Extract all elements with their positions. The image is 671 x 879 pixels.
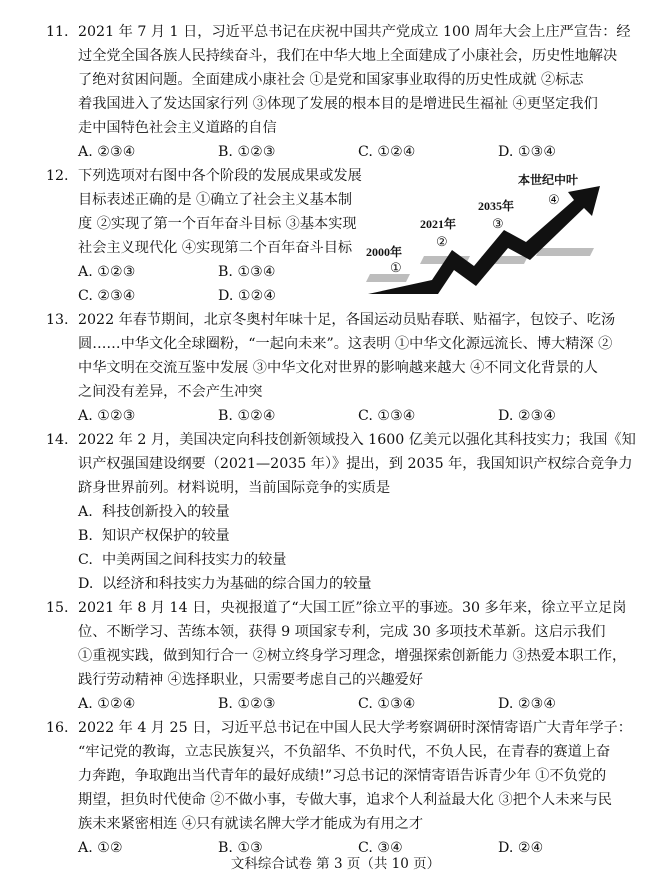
answer-options	[78, 140, 646, 164]
stem-line: 位、不断学习、苦练本领，获得 9 项国家专利，完成 30 多项技术革新。这启示我们	[78, 624, 606, 640]
option-c[interactable]: C. ①③④	[358, 408, 416, 424]
question-number: 16.	[46, 720, 69, 736]
question-stem	[78, 164, 378, 260]
option-a[interactable]: A. ①②	[78, 840, 123, 856]
stem-line: 过全党全国各族人民持续奋斗，我们在中华大地上全面建成了小康社会，历史性地解决	[78, 48, 618, 64]
stem-line: 社会主义现代化 ④实现第二个百年奋斗目标	[78, 240, 353, 256]
stem-line: 了绝对贫困问题。全面建成小康社会 ①是党和国家事业取得的历史性成就 ②标志	[78, 72, 584, 88]
option-b[interactable]	[78, 524, 646, 548]
question-stem	[78, 20, 646, 140]
stem-line: 2021 年 7 月 1 日，习近平总书记在庆祝中国共产党成立 100 周年大会上庄严宣告：经	[78, 24, 631, 40]
marker-1: ①	[390, 261, 402, 276]
option-label: B.	[78, 528, 93, 544]
option-label: A.	[78, 504, 93, 520]
option-c[interactable]	[78, 548, 646, 572]
marker-2: ②	[436, 235, 448, 250]
option-label: D.	[78, 576, 94, 592]
marker-3: ③	[492, 217, 504, 232]
answer-options	[78, 284, 378, 308]
option-b[interactable]: B. ①②③	[218, 144, 276, 160]
question-stem	[78, 716, 646, 836]
stem-line: 族未来紧密相连 ④只有就读名牌大学才能成为有用之才	[78, 816, 424, 832]
question-stem	[78, 308, 646, 404]
option-c[interactable]: C. ③④	[358, 840, 403, 856]
option-d[interactable]: D. ①②④	[218, 288, 277, 304]
option-c[interactable]: C. ①②④	[358, 144, 416, 160]
label-2021: 2021年	[420, 217, 457, 231]
option-b[interactable]: B. ①③④	[218, 264, 276, 280]
question-number: 11.	[46, 24, 69, 40]
option-d[interactable]	[78, 572, 646, 596]
label-mid-century: 本世纪中叶	[518, 173, 579, 187]
question-number: 13.	[46, 312, 69, 328]
stem-line: 目标表述正确的是 ①确立了社会主义基本制	[78, 192, 353, 208]
option-d[interactable]: D. ①③④	[498, 144, 557, 160]
question-14	[46, 428, 646, 596]
answer-options	[78, 260, 378, 284]
stem-line: 2021 年 8 月 14 日，央视报道了“大国工匠”徐立平的事迹。30 多年来，徐立平立足岗	[78, 600, 627, 616]
stem-line: 走中国特色社会主义道路的自信	[78, 120, 277, 136]
option-d[interactable]: D. ②③④	[498, 408, 557, 424]
stem-line: 2022 年春节期间，北京冬奥村年味十足，各国运动员贴春联、贴福字，包饺子、吃汤	[78, 312, 616, 328]
option-text: 中美两国之间科技实力的较量	[102, 552, 287, 568]
page-footer: 文科综合试卷 第 3 页（共 10 页）	[230, 856, 441, 872]
option-b[interactable]: B. ①③	[218, 840, 263, 856]
stem-line: 践行劳动精神 ④选择职业，只需要考虑自己的兴趣爱好	[78, 672, 424, 688]
marker-4: ④	[548, 193, 560, 208]
stem-line: 下列选项对右图中各个阶段的发展成果或发展	[78, 168, 362, 184]
stem-line: 中华文明在交流互鉴中发展 ③中华文化对世界的影响越来越大 ④不同文化背景的人	[78, 360, 598, 376]
stem-line: 着我国进入了发达国家行列 ③体现了发展的根本目的是增进民生福祉 ④更坚定我们	[78, 96, 598, 112]
stem-line: 圆……中华文化全球圈粉，“一起向未来”。这表明 ①中华文化源远流长、博大精深 ②	[78, 336, 613, 352]
step-1	[366, 274, 410, 282]
label-2035: 2035年	[478, 199, 515, 213]
stem-line: ①重视实践，做到知行合一 ②树立终身学习理念，增强探索创新能力 ③热爱本职工作，	[78, 648, 627, 664]
option-text: 以经济和科技实力为基础的综合国力的较量	[102, 576, 372, 592]
question-number: 14.	[46, 432, 69, 448]
stem-line: 2022 年 4 月 25 日，习近平总书记在中国人民大学考察调研时深情寄语广大青年学子：	[78, 720, 632, 736]
option-d[interactable]: D. ②③④	[498, 696, 557, 712]
option-d[interactable]: D. ②④	[498, 840, 544, 856]
question-number: 12.	[46, 168, 69, 184]
question-15	[46, 596, 646, 716]
option-label: C.	[78, 552, 93, 568]
option-b[interactable]: B. ①②③	[218, 696, 276, 712]
answer-options	[78, 692, 646, 716]
question-11	[46, 20, 646, 164]
question-number: 15.	[46, 600, 69, 616]
option-c[interactable]: C. ①③④	[358, 696, 416, 712]
option-text: 科技创新投入的较量	[102, 504, 230, 520]
answer-options	[78, 404, 646, 428]
question-16	[46, 716, 646, 860]
option-a[interactable]: A. ①②④	[78, 696, 136, 712]
stem-line: 度 ②实现了第一个百年奋斗目标 ③基本实现	[78, 216, 357, 232]
question-13	[46, 308, 646, 428]
option-a[interactable]: A. ①②③	[78, 264, 136, 280]
option-a[interactable]: A. ②③④	[78, 144, 136, 160]
option-a[interactable]: A. ①②③	[78, 408, 136, 424]
option-c[interactable]: C. ②③④	[78, 288, 136, 304]
stem-line: 识产权强国建设纲要（2021—2035 年）》提出，到 2035 年，我国知识产权综合竞争力	[78, 456, 633, 472]
stem-line: “牢记党的教诲，立志民族复兴，不负韶华、不负时代，不负人民，在青春的赛道上奋	[78, 744, 611, 760]
label-2000: 2000年	[366, 245, 403, 259]
question-stem	[78, 428, 646, 500]
stem-line: 之间没有差异，不会产生冲突	[78, 384, 263, 400]
development-stages-figure	[362, 170, 612, 300]
option-text: 知识产权保护的较量	[102, 528, 230, 544]
option-a[interactable]	[78, 500, 646, 524]
stem-line: 跻身世界前列。材料说明，当前国际竞争的实质是	[78, 480, 391, 496]
stem-line: 2022 年 2 月，美国决定向科技创新领域投入 1600 亿美元以强化其科技实力；我国《知	[78, 432, 636, 448]
step-4	[536, 248, 594, 256]
option-b[interactable]: B. ①②④	[218, 408, 276, 424]
question-stem	[78, 596, 646, 692]
stem-line: 力奔跑，争取跑出当代青年的最好成绩!”习总书记的深情寄语告诉青少年 ①不负党的	[78, 768, 607, 784]
stem-line: 期望，担负时代使命 ②不做小事，专做大事，追求个人利益最大化 ③把个人未来与民	[78, 792, 612, 808]
